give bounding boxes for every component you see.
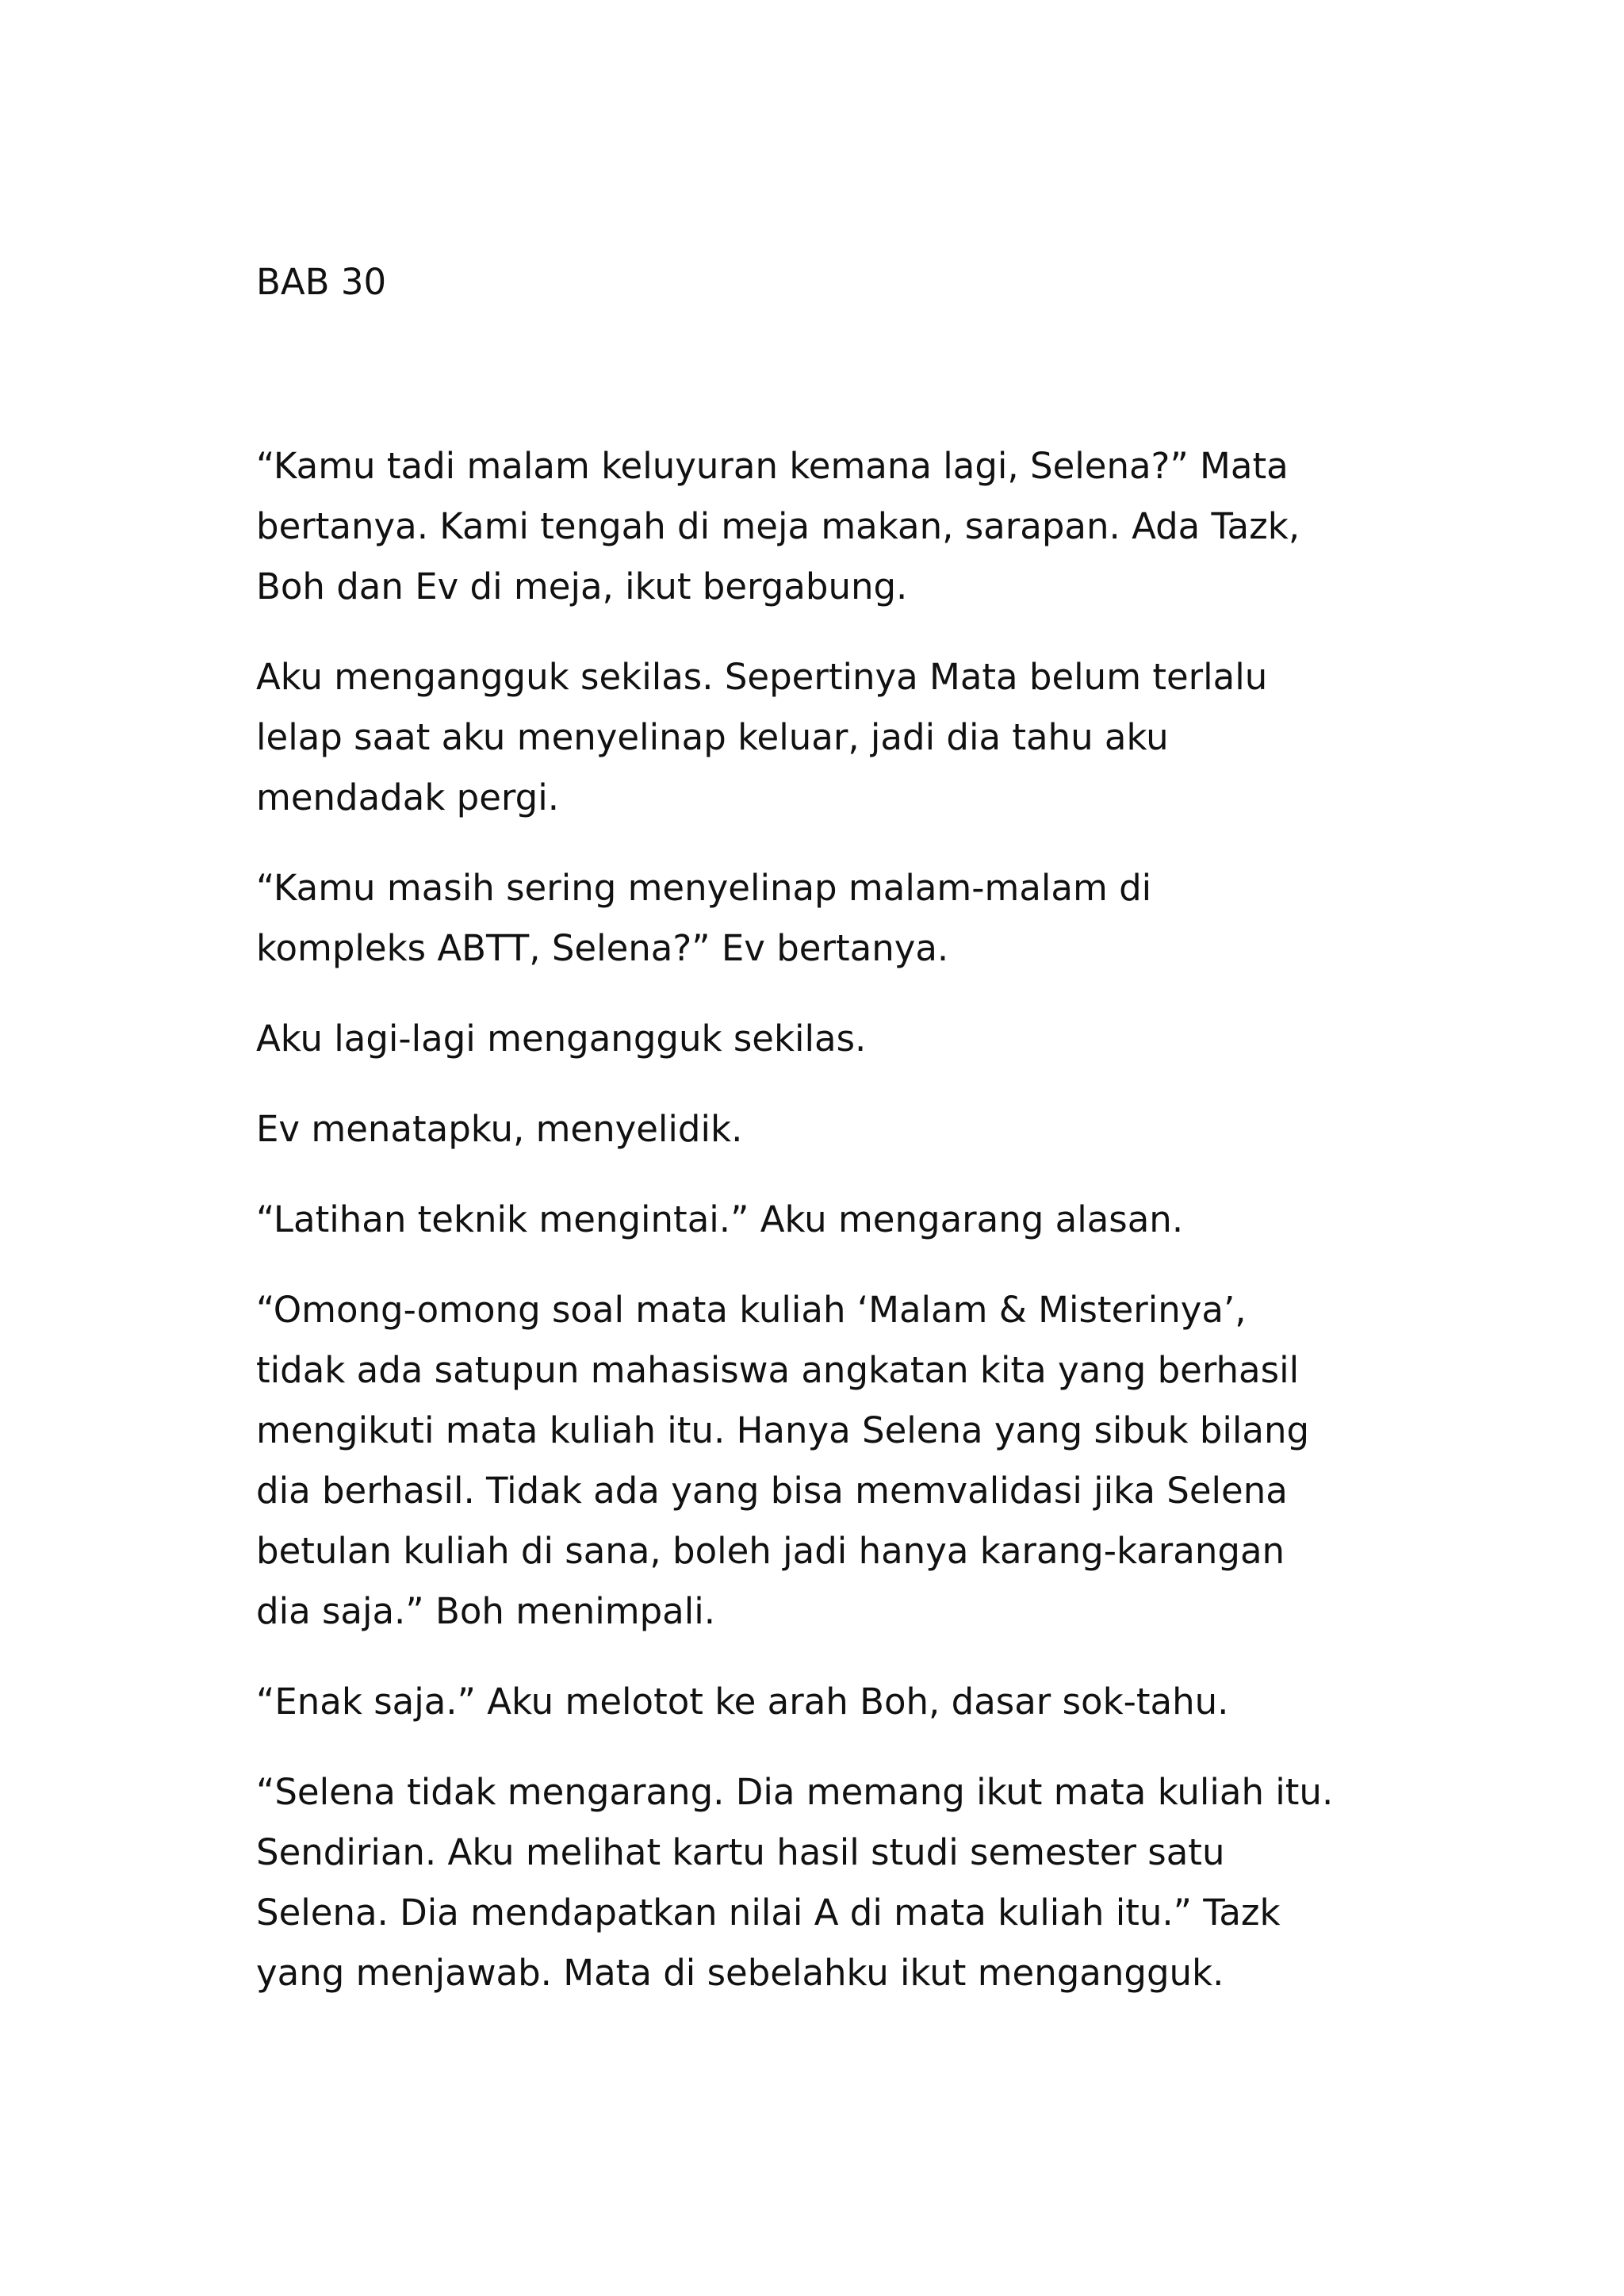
text-line: lelap saat aku menyelinap keluar, jadi dia tahu aku bbox=[256, 716, 1169, 758]
text-line: tidak ada satupun mahasiswa angkatan kita yang berhasil bbox=[256, 1349, 1300, 1391]
text-line: “Kamu tadi malam keluyuran kemana lagi, Selena?” Mata bbox=[256, 445, 1289, 487]
paragraph bbox=[256, 1762, 1398, 2003]
text-line: Aku lagi-lagi mengangguk sekilas. bbox=[256, 1018, 867, 1060]
text-line: Ev menatapku, menyelidik. bbox=[256, 1108, 743, 1150]
chapter-body bbox=[256, 436, 1398, 2033]
text-line: yang menjawab. Mata di sebelahku ikut mengangguk. bbox=[256, 1952, 1224, 1994]
text-line: “Omong-omong soal mata kuliah ‘Malam & Misterinya’, bbox=[256, 1289, 1247, 1331]
text-line: “Enak saja.” Aku melotot ke arah Boh, dasar sok-tahu. bbox=[256, 1681, 1229, 1723]
text-line: bertanya. Kami tengah di meja makan, sarapan. Ada Tazk, bbox=[256, 505, 1300, 547]
paragraph bbox=[256, 858, 1398, 979]
paragraph bbox=[256, 1672, 1398, 1732]
paragraph bbox=[256, 647, 1398, 828]
text-line: “Latihan teknik mengintai.” Aku mengarang alasan. bbox=[256, 1198, 1184, 1240]
paragraph bbox=[256, 1099, 1398, 1159]
text-line: “Kamu masih sering menyelinap malam-malam di bbox=[256, 867, 1152, 909]
text-line: Selena. Dia mendapatkan nilai A di mata kuliah itu.” Tazk bbox=[256, 1892, 1281, 1934]
text-line: dia berhasil. Tidak ada yang bisa memvalidasi jika Selena bbox=[256, 1470, 1288, 1512]
text-line: dia saja.” Boh menimpali. bbox=[256, 1590, 716, 1632]
paragraph bbox=[256, 1190, 1398, 1250]
text-line: betulan kuliah di sana, boleh jadi hanya karang-karangan bbox=[256, 1530, 1285, 1572]
paragraph bbox=[256, 1280, 1398, 1642]
text-line: Aku mengangguk sekilas. Sepertinya Mata belum terlalu bbox=[256, 656, 1268, 698]
text-line: Boh dan Ev di meja, ikut bergabung. bbox=[256, 565, 908, 608]
text-line: mengikuti mata kuliah itu. Hanya Selena yang sibuk bilang bbox=[256, 1409, 1310, 1451]
text-line: Sendirian. Aku melihat kartu hasil studi semester satu bbox=[256, 1831, 1225, 1873]
text-line: “Selena tidak mengarang. Dia memang ikut mata kuliah itu. bbox=[256, 1771, 1334, 1813]
chapter-title: BAB 30 bbox=[256, 261, 387, 303]
text-line: kompleks ABTT, Selena?” Ev bertanya. bbox=[256, 927, 949, 969]
paragraph bbox=[256, 1009, 1398, 1069]
text-line: mendadak pergi. bbox=[256, 776, 560, 818]
paragraph bbox=[256, 436, 1398, 617]
